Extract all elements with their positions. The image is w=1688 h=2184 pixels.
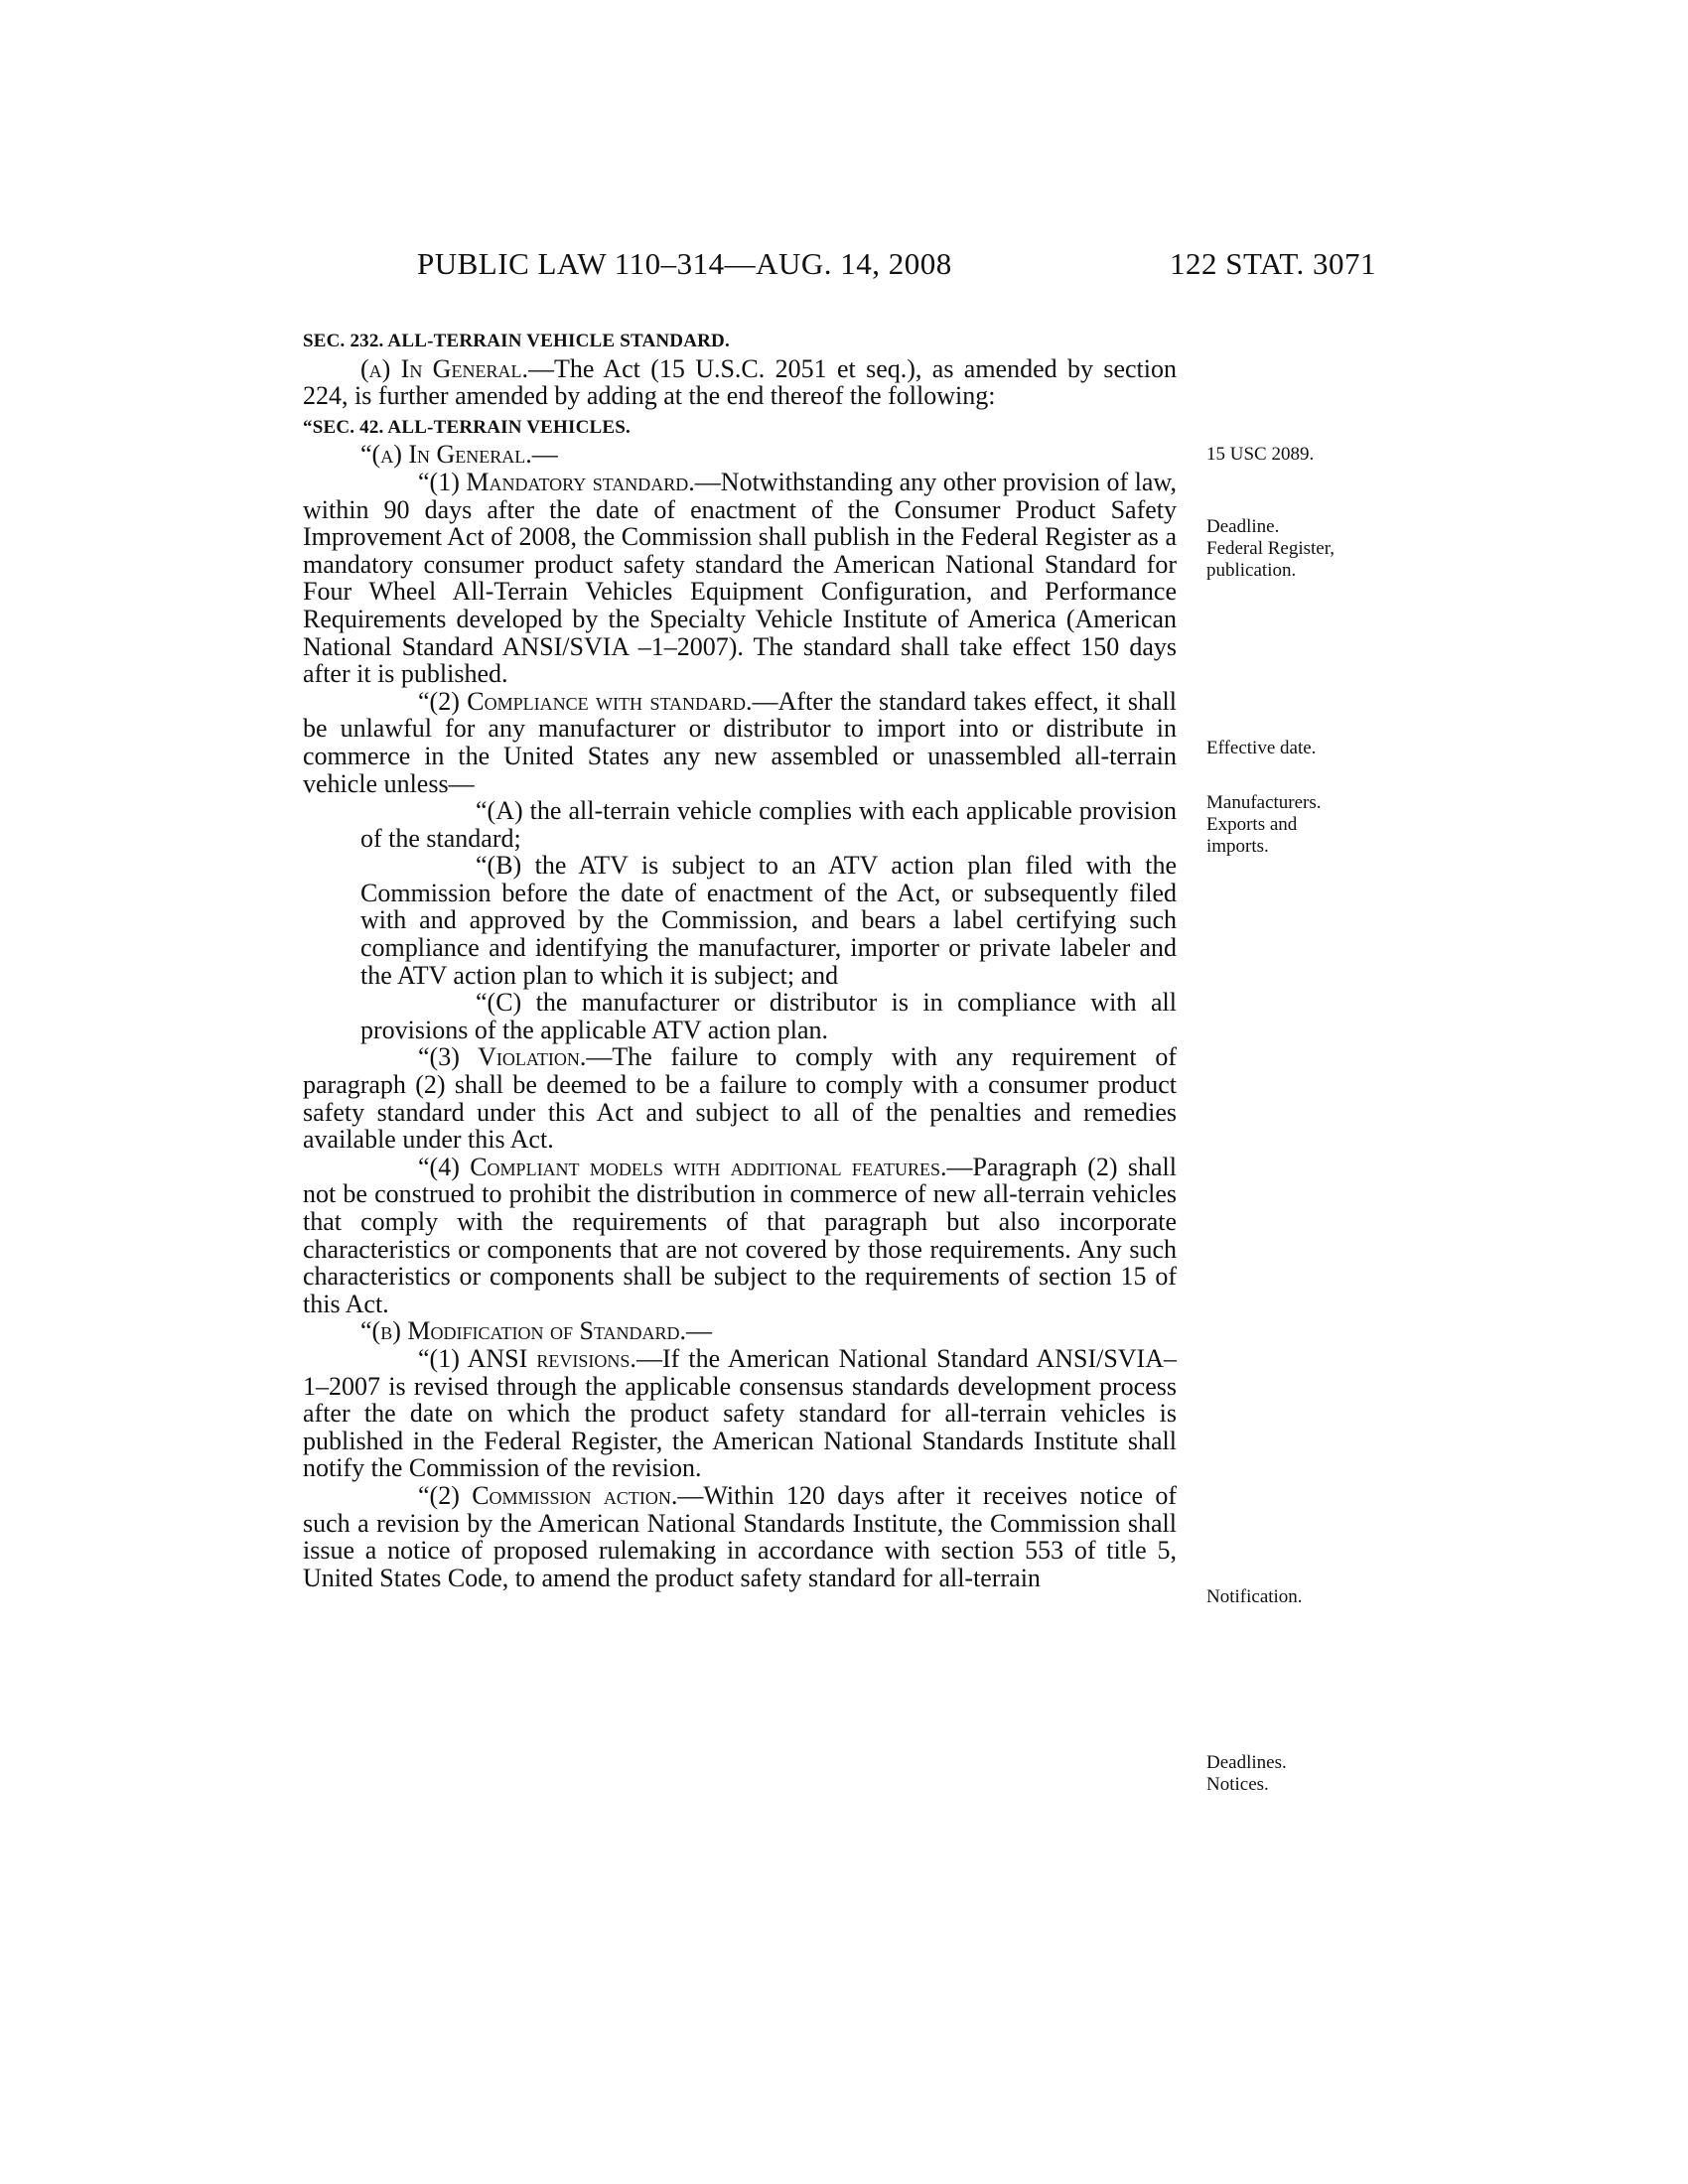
paragraph-a1: “(1) Mandatory standard.—Notwithstanding any other provision of law, within 90 days after the date of enactment of the Consumer Product Safety Improvement Act of 2008, the Commission shall publish in the Federal Register as a mandatory consumer product safety standard the American National Standard for Four Wheel All-Terrain Vehicles Equipment Configuration, and Performance Requirements developed by the Specialty Vehicle Institute of America (American National Standard ANSI/SVIA –1–2007). The standard shall take effect 150 days after it is published.: [303, 467, 1177, 689]
paragraph-a4: “(4) Compliant models with additional features.—Paragraph (2) shall not be construed to prohibit the distribution in commerce of new all-terrain vehicles that comply with the requirements of that paragraph but also incorporate characteristics or components that are not covered by those requirements. Any such characteristics or components shall be subject to the requirements of section 15 of this Act.: [303, 1152, 1177, 1318]
main-text: [303, 328, 1177, 1591]
subparagraph-a2C: “(C) the manufacturer or distributor is in compliance with all provisions of the applicable ATV action plan.: [360, 988, 1177, 1044]
page-header: [417, 246, 1376, 286]
section-232-title: SEC. 232. ALL-TERRAIN VEHICLE STANDARD.: [303, 331, 730, 351]
section-42-b-heading: “(b) Modification of Standard.—: [360, 1316, 712, 1346]
section-42-title: “SEC. 42. ALL-TERRAIN VEHICLES.: [303, 416, 631, 438]
statute-page-number: 122 STAT. 3071: [1169, 246, 1376, 281]
paragraph-b1: “(1) ANSI revisions.—If the American National Standard ANSI/SVIA–1–2007 is revised through the applicable consensus standards development process after the date on which the product safety standard for all-terrain vehicles is published in the Federal Register, the American National Standards Institute shall notify the Commission of the revision.: [303, 1343, 1177, 1483]
paragraph-a2: “(2) Compliance with standard.—After the standard takes effect, it shall be unlawful for any manufacturer or distributor to import into or distribute in commerce in the United States any new assembled or unassembled all-terrain vehicle unless—: [303, 686, 1177, 798]
subparagraph-a2A: “(A) the all-terrain vehicle complies with each applicable provision of the standard;: [360, 796, 1177, 853]
section-232-a: (a) In General.—The Act (15 U.S.C. 2051 et seq.), as amended by section 224, is further amended by adding at the end thereof the following:: [303, 353, 1177, 411]
public-law-title: PUBLIC LAW 110–314—AUG. 14, 2008: [417, 246, 952, 281]
margin-note-deadline: Deadline. Federal Register, publication.: [1206, 516, 1336, 581]
margin-note-manufacturers: Manufacturers. Exports and imports.: [1206, 792, 1322, 857]
section-42-a-heading: “(a) In General.—: [360, 440, 558, 470]
margin-note-effective-date: Effective date.: [1206, 738, 1317, 758]
margin-note-notification: Notification.: [1206, 1586, 1303, 1607]
margin-note-usc: 15 USC 2089.: [1206, 444, 1315, 465]
paragraph-b2: “(2) Commission action.—Within 120 days after it receives notice of such a revision by the American National Standards Institute, the Commission shall issue a notice of proposed rulemaking in accordance with section 553 of title 5, United States Code, to amend the product safety standard for all-terrain: [303, 1480, 1177, 1592]
margin-note-deadlines: Deadlines. Notices.: [1206, 1752, 1287, 1795]
paragraph-a3: “(3) Violation.—The failure to comply with any requirement of paragraph (2) shall be deemed to be a failure to comply with a consumer product safety standard under this Act and subject to all of the penalties and remedies available under this Act.: [303, 1042, 1177, 1155]
subparagraph-a2B: “(B) the ATV is subject to an ATV action plan filed with the Commission before the date of enactment of the Act, or subsequently filed with and approved by the Commission, and bears a label certifying such compliance and identifying the manufacturer, importer or private labeler and the ATV action plan to which it is subject; and: [360, 851, 1177, 990]
